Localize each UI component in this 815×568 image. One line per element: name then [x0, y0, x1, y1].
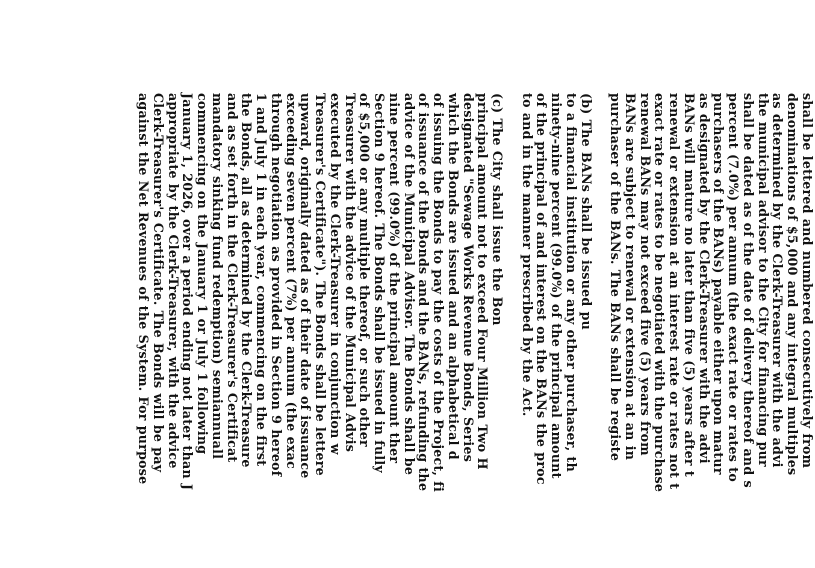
text-line: to and in the manner prescribed by the Act.	[519, 93, 535, 417]
text-line: exceeding seven percent (7%) per annum (the exac	[283, 93, 299, 470]
text-line: ninety-nine percent (99.0%) of the principal amount	[549, 93, 565, 479]
paragraph-gap	[593, 93, 608, 568]
text-line: and as set forth in the Clerk-Treasurer's Certificat	[224, 93, 240, 463]
text-line: purchasers of the BANs) payable either upon matur	[711, 93, 727, 475]
text-line: 1 and July 1 in each year, commencing on the first	[254, 93, 270, 467]
text-line: denominations of $5,000 and any integral multiples	[785, 93, 801, 476]
rotated-text-block	[136, 93, 815, 568]
text-line: exact rate or rates to be negotiated with the purchase	[652, 93, 668, 493]
text-line: renewal BANs may not exceed five (5) years from	[637, 93, 653, 456]
text-line: of issuance of the Bonds and the BANs, refunding the	[416, 93, 432, 492]
text-line: executed by the Clerk-Treasurer in conjunction w	[328, 93, 343, 455]
text-line: as designated by the Clerk-Treasurer with the advi	[696, 93, 712, 464]
text-line: appropriate by the Clerk-Treasurer, with the advice	[165, 93, 181, 469]
text-line: renewal or extension at an interest rate or rates not t	[667, 93, 683, 490]
text-line: commencing on the January 1 or July 1 following	[195, 93, 211, 455]
text-line: BANs will mature no later than five (5) years after t	[682, 93, 697, 477]
text-line: BANs are subject to renewal or extension at an in	[623, 93, 638, 461]
text-line: purchaser of the BANs. The BANs shall be registe	[608, 93, 624, 462]
text-line: (c) The City shall issue the Bon	[490, 93, 506, 326]
text-line: January 1, 2026, over a period ending not later than J	[180, 93, 196, 491]
text-line: the municipal advisor to the City for financing pur	[755, 93, 771, 467]
text-line: percent (7.0%) per annum (the exact rate or rates to	[726, 93, 742, 482]
text-line: to a financial institution or any other purchaser, th	[564, 93, 579, 472]
text-line: shall be lettered and numbered consecutively from	[800, 93, 815, 469]
paragraph-gap	[504, 93, 519, 568]
text-line: as determined by the Clerk-Treasurer with the advi	[770, 93, 786, 468]
text-line: designated "Sewage Works Revenue Bonds, Series	[460, 93, 476, 463]
text-line: upward, originally dated as of their date of issuance	[298, 93, 314, 479]
text-line: principal amount not to exceed Four Million Two H	[475, 93, 491, 470]
text-line: against the Net Revenues of the System. For purpose	[136, 93, 152, 485]
paragraph-a	[608, 93, 815, 568]
text-line: nine percent (99.0%) of the principal amount ther	[387, 93, 402, 464]
text-line: the Bonds, all as determined by the Clerk-Treasure	[239, 93, 255, 468]
text-line: shall be dated as of the date of delivery thereof and s	[741, 93, 756, 488]
text-line: (b) The BANs shall be issued pu	[578, 93, 594, 331]
text-line: Treasurer's Certificate"). The Bonds shall be lettere	[313, 93, 329, 476]
text-line: Section 9 hereof. The Bonds shall be issued in fully	[372, 93, 388, 473]
text-line: Clerk-Treasurer's Certificate. The Bonds will be pay	[151, 93, 166, 473]
text-line: of $5,000 or any multiple thereof, or such other	[357, 93, 373, 447]
text-line: advice of the Municipal Advisor. The Bonds shall be	[401, 93, 417, 476]
paragraph-c	[136, 93, 505, 568]
paragraph-b	[519, 93, 593, 568]
text-line: mandatory sinking fund redemption) semiannuall	[210, 93, 225, 460]
text-line: of the principal of and interest on the BANs the proc	[534, 93, 550, 485]
text-line: which the Bonds are issued and an alphabetical d	[446, 93, 461, 460]
text-line: through negotiation as provided in Section 9 hereof	[269, 93, 284, 477]
text-line: Treasurer with the advice of the Municipal Advis	[342, 93, 358, 453]
text-line: of issuing the Bonds to pay the costs of the Project, fi	[431, 93, 447, 492]
